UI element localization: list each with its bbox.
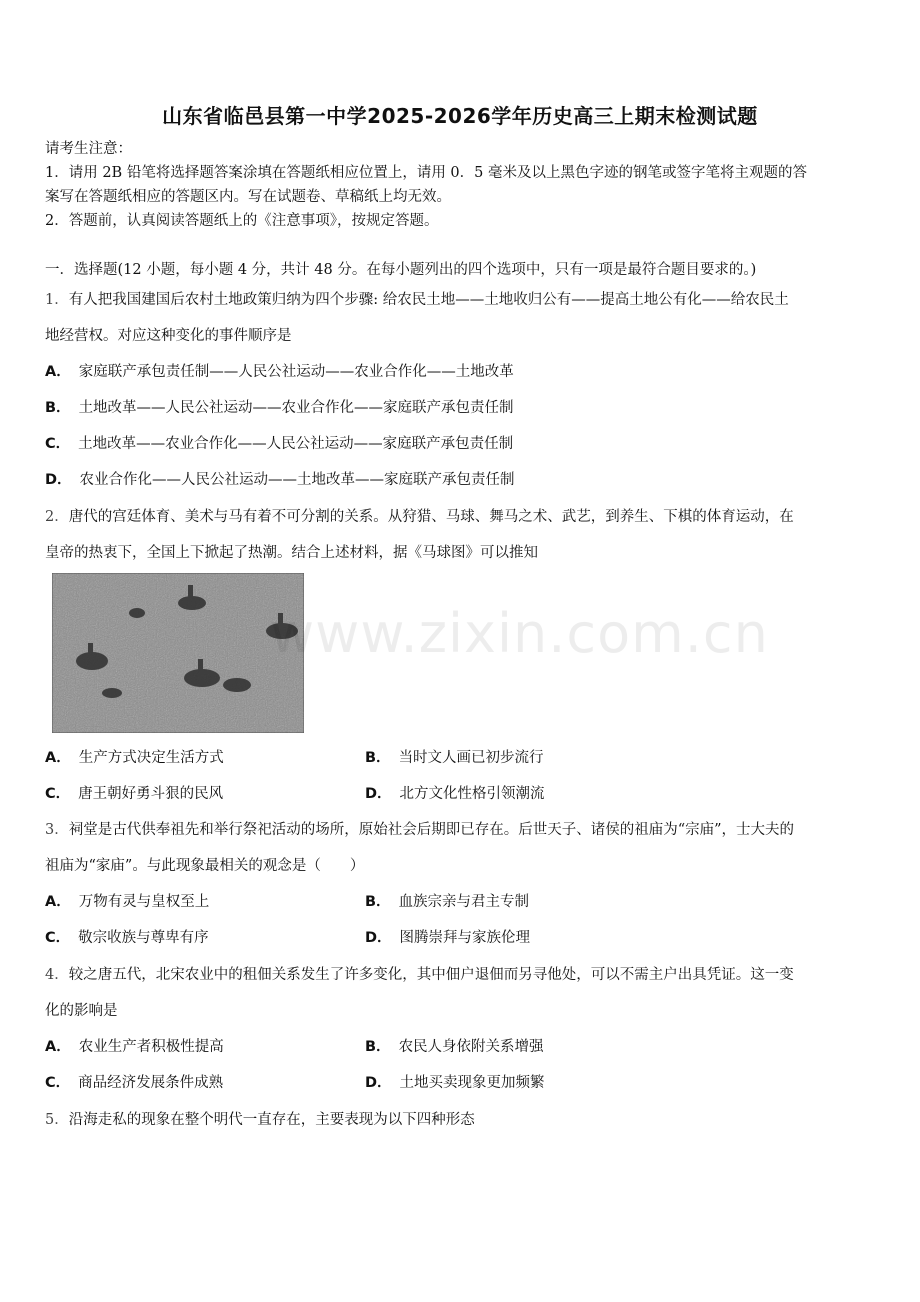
question-number: 1． xyxy=(45,292,69,308)
section-heading: 一．选择题(12 小题，每小题 4 分，共计 48 分。在每小题列出的四个选项中，只有一项是最符合题目要求的。) xyxy=(45,262,757,278)
question-4-option-b[interactable]: B． 农民人身依附关系增强 xyxy=(365,1039,544,1055)
question-text: 较之唐五代，北宋农业中的租佃关系发生了许多变化，其中佃户退佃而另寻他处，可以不需主户出具凭证。这一变 xyxy=(68,967,794,983)
question-1-option-d[interactable]: D． 农业合作化——人民公社运动——土地改革——家庭联产承包责任制 xyxy=(45,472,515,488)
question-1-line-2: 地经营权。对应这种变化的事件顺序是 xyxy=(45,328,292,344)
notice-heading: 请考生注意： xyxy=(45,141,132,157)
question-2-line-2: 皇帝的热衷下，全国上下掀起了热潮。结合上述材料，据《马球图》可以推知 xyxy=(45,545,538,561)
question-3-option-d[interactable]: D． 图腾崇拜与家族伦理 xyxy=(365,930,531,946)
polo-painting-image xyxy=(52,573,304,733)
page-title: 山东省临邑县第一中学2025-2026学年历史高三上期末检测试题 xyxy=(162,104,758,128)
question-1-option-a[interactable]: A． 家庭联产承包责任制——人民公社运动——农业合作化——土地改革 xyxy=(45,364,514,380)
notice-item-2: 2．答题前，认真阅读答题纸上的《注意事项》，按规定答题。 xyxy=(45,213,439,229)
watermark-text: www.zixin.com.cn xyxy=(270,602,769,665)
question-text: 唐代的宫廷体育、美术与马有着不可分割的关系。从狩猎、马球、舞马之术、武艺，到养生、下棋的体育运动，在 xyxy=(68,509,794,525)
question-number: 2． xyxy=(45,509,69,525)
question-4-option-c[interactable]: C． 商品经济发展条件成熟 xyxy=(45,1075,224,1091)
question-1-option-c[interactable]: C． 土地改革——农业合作化——人民公社运动——家庭联产承包责任制 xyxy=(45,436,514,452)
notice-item-1-line-2: 案写在答题纸相应的答题区内。写在试题卷、草稿纸上均无效。 xyxy=(45,189,451,205)
question-number: 5． xyxy=(45,1112,69,1128)
question-4-line-1 xyxy=(45,965,794,985)
question-2-option-b[interactable]: B． 当时文人画已初步流行 xyxy=(365,750,544,766)
question-1-option-b[interactable]: B． 土地改革——人民公社运动——农业合作化——家庭联产承包责任制 xyxy=(45,400,514,416)
question-number: 3． xyxy=(45,822,69,838)
question-3-option-a[interactable]: A． 万物有灵与皇权至上 xyxy=(45,894,210,910)
question-2-option-a[interactable]: A． 生产方式决定生活方式 xyxy=(45,750,224,766)
question-3-line-2: 祖庙为“家庙”。与此现象最相关的观念是（ ） xyxy=(45,858,365,874)
question-2-line-1 xyxy=(45,507,794,527)
question-1-line-1 xyxy=(45,290,789,310)
question-text: 沿海走私的现象在整个明代一直存在，主要表现为以下四种形态 xyxy=(68,1112,475,1128)
question-2-option-c[interactable]: C． 唐王朝好勇斗狠的民风 xyxy=(45,786,224,802)
notice-item-1-line-1: 1．请用 2B 铅笔将选择题答案涂填在答题纸相应位置上，请用 0．5 毫米及以上黑色字迹的钢笔或签字笔将主观题的答 xyxy=(45,165,807,181)
question-4-line-2: 化的影响是 xyxy=(45,1003,118,1019)
question-4-option-d[interactable]: D． 土地买卖现象更加频繁 xyxy=(365,1075,545,1091)
question-text: 祠堂是古代供奉祖先和举行祭祀活动的场所，原始社会后期即已存在。后世天子、诸侯的祖庙为“宗庙”，士大夫的 xyxy=(68,822,795,838)
question-3-option-c[interactable]: C． 敬宗收族与尊卑有序 xyxy=(45,930,209,946)
question-3-option-b[interactable]: B． 血族宗亲与君主专制 xyxy=(365,894,530,910)
question-4-option-a[interactable]: A． 农业生产者积极性提高 xyxy=(45,1039,224,1055)
question-number: 4． xyxy=(45,967,69,983)
question-text: 有人把我国建国后农村土地政策归纳为四个步骤: 给农民土地——土地收归公有——提高土地公有化——给农民土 xyxy=(68,292,789,308)
question-2-option-d[interactable]: D． 北方文化性格引领潮流 xyxy=(365,786,545,802)
question-3-line-1 xyxy=(45,820,794,840)
question-5-line-1 xyxy=(45,1110,475,1130)
